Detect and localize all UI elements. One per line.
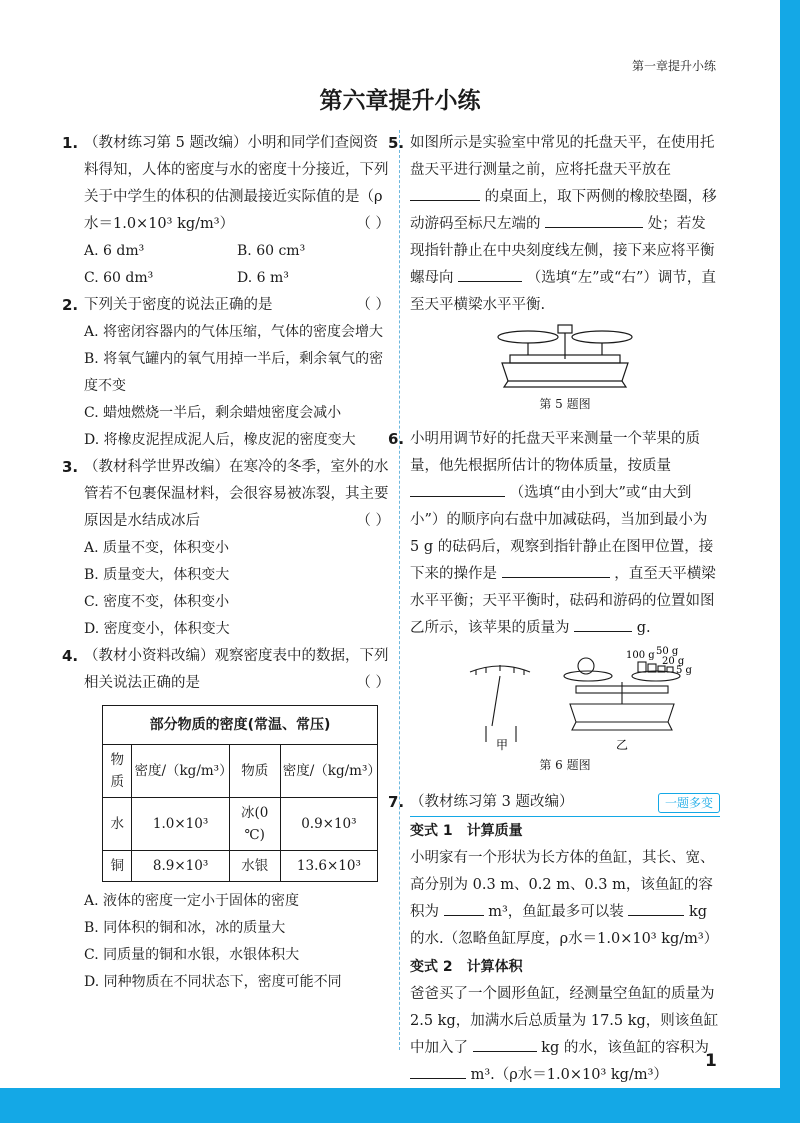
answer-blank[interactable] <box>574 616 632 632</box>
left-column <box>62 130 390 996</box>
figure-label-b: 乙 <box>616 738 629 752</box>
option-b[interactable]: B. 质量变大，体积变大 <box>84 567 230 583</box>
table-cell: 冰(0 ℃) <box>229 798 280 851</box>
table-header: 密度/（kg/m³） <box>280 745 377 798</box>
question-number: 3. <box>62 458 79 476</box>
table-header-row <box>103 745 378 798</box>
question-3 <box>62 454 390 643</box>
page-frame-right <box>780 0 800 1123</box>
column-divider <box>399 130 401 1050</box>
question-text: kg 的水.（忽略鱼缸厚度，ρ水＝1.0×10³ kg/m³） <box>410 904 719 947</box>
answer-paren: （ ） <box>356 675 390 691</box>
variant-1-body <box>410 845 720 953</box>
question-text: （教材科学世界改编）在寒冷的冬季，室外的水管若不包裹保温材料，会很容易被冻裂，其主要原因是水结成冰后 <box>84 459 389 529</box>
question-text: 爸爸买了一个圆形鱼缸，经测量空鱼缸的质量为 2.5 kg，加满水后总质量为 17.5 kg，则该鱼缸中加入了 <box>410 986 719 1056</box>
option-a[interactable]: A. 质量不变，体积变小 <box>84 540 230 556</box>
option-c[interactable]: C. 60 dm³ <box>84 270 154 286</box>
figure-caption: 第 6 题图 <box>539 758 591 772</box>
question-text: 的桌面上，取下两侧的橡胶垫圈，移动游码至标尺左端的 <box>410 189 717 232</box>
question-number: 2. <box>62 296 79 314</box>
question-text: g. <box>636 620 651 636</box>
option-row <box>84 265 390 292</box>
weight-label: 20 g <box>662 656 685 667</box>
option-a[interactable]: A. 6 dm³ <box>84 243 145 259</box>
question-4 <box>62 643 390 996</box>
question-7 <box>388 789 720 1089</box>
variant-badge: 一题多变 <box>658 793 720 813</box>
answer-blank[interactable] <box>502 562 610 578</box>
question-number: 7. <box>388 793 405 811</box>
variant-2-title: 变式 2 计算体积 <box>410 959 523 975</box>
question-source: （教材练习第 3 题改编） <box>410 794 574 810</box>
option-row <box>84 238 390 265</box>
option-d[interactable]: D. 将橡皮泥捏成泥人后，橡皮泥的密度变大 <box>84 432 356 448</box>
table-cell: 铜 <box>103 851 132 882</box>
variant-1-title: 变式 1 计算质量 <box>410 823 523 839</box>
question-text: 处；若发现指针静止在中央刻度线左侧，接下来应将平衡螺母向 <box>410 216 715 286</box>
question-number: 4. <box>62 647 79 665</box>
option-d[interactable]: D. 密度变小，体积变大 <box>84 621 230 637</box>
question-text: （选填“由小到大”或“由大到小”）的顺序向右盘中加减砝码，当加到最小为 5 g 的砝码后，观察到指针静止在图甲位置，接下来的操作是 <box>410 485 714 582</box>
option-c[interactable]: C. 密度不变，体积变小 <box>84 594 230 610</box>
option-c[interactable]: C. 同质量的铜和水银，水银体积大 <box>84 947 300 963</box>
question-text: 如图所示是实验室中常见的托盘天平，在使用托盘天平进行测量之前，应将托盘天平放在 <box>410 135 715 178</box>
question-text: m³.（ρ水＝1.0×10³ kg/m³） <box>470 1067 668 1083</box>
figure-5 <box>410 319 720 418</box>
option-d[interactable]: D. 同种物质在不同状态下，密度可能不同 <box>84 974 342 990</box>
page-title: 第六章提升小练 <box>319 88 481 114</box>
option-c[interactable]: C. 蜡烛燃烧一半后，剩余蜡烛密度会减小 <box>84 405 342 421</box>
question-text: 小明家有一个形状为长方体的鱼缸，其长、宽、高分别为 0.3 m、0.2 m、0.3 m，该鱼缸的容积为 <box>410 850 715 920</box>
question-text: （教材练习第 5 题改编）小明和同学们查阅资料得知，人体的密度与水的密度十分接近，下列关于中学生的体积的估测最接近实际值的是（ρ水＝1.0×10³ kg/m³） <box>84 135 389 232</box>
table-header: 物质 <box>103 745 132 798</box>
table-cell: 水 <box>103 798 132 851</box>
answer-blank[interactable] <box>444 900 484 916</box>
table-row <box>103 798 378 851</box>
question-text: 小明用调节好的托盘天平来测量一个苹果的质量，他先根据所估计的物体质量，按质量 <box>410 431 700 474</box>
question-text: m³，鱼缸最多可以装 <box>488 904 624 920</box>
question-text: （教材小资料改编）观察密度表中的数据，下列相关说法正确的是 <box>84 648 389 691</box>
table-row <box>103 851 378 882</box>
question-text: 下列关于密度的说法正确的是 <box>84 297 273 313</box>
answer-blank[interactable] <box>410 1063 466 1079</box>
question-number: 6. <box>388 430 405 448</box>
balance-pointer-and-weights-illustration <box>430 642 700 752</box>
option-a[interactable]: A. 将密闭容器内的气体压缩，气体的密度会增大 <box>84 324 384 340</box>
table-cell: 水银 <box>229 851 280 882</box>
answer-paren: （ ） <box>356 216 390 232</box>
table-cell: 8.9×10³ <box>132 851 229 882</box>
question-text: kg 的水，该鱼缸的容积为 <box>541 1040 709 1056</box>
figure-label-a: 甲 <box>496 738 509 752</box>
weight-label: 50 g <box>656 646 679 657</box>
option-d[interactable]: D. 6 m³ <box>237 270 289 286</box>
running-header: 第一章提升小练 <box>632 59 717 73</box>
question-5 <box>388 130 720 418</box>
option-a[interactable]: A. 液体的密度一定小于固体的密度 <box>84 893 300 909</box>
option-b[interactable]: B. 将氧气罐内的氧气用掉一半后，剩余氧气的密度不变 <box>84 351 384 394</box>
question-number: 1. <box>62 134 79 152</box>
answer-blank[interactable] <box>410 481 505 497</box>
question-2 <box>62 292 390 454</box>
question-6 <box>388 426 720 779</box>
table-caption: 部分物质的密度(常温、常压) <box>103 706 378 745</box>
answer-blank[interactable] <box>545 212 643 228</box>
weight-label: 5 g <box>676 665 692 676</box>
option-b[interactable]: B. 60 cm³ <box>237 243 306 259</box>
question-number: 5. <box>388 134 405 152</box>
question-7-header <box>388 789 720 817</box>
density-table <box>102 705 381 882</box>
right-column <box>388 130 720 1089</box>
answer-blank[interactable] <box>628 900 684 916</box>
question-1 <box>62 130 390 292</box>
weight-label: 100 g <box>626 650 655 661</box>
question-text: （选填“左”或“右”）调节，直至天平横梁水平平衡. <box>410 270 716 313</box>
option-b[interactable]: B. 同体积的铜和冰，冰的质量大 <box>84 920 286 936</box>
variant-2-body <box>410 981 720 1089</box>
question-text: ，直至天平横梁水平平衡；天平平衡时，砝码和游码的位置如图乙所示，该苹果的质量为 <box>410 566 716 636</box>
table-header: 物质 <box>229 745 280 798</box>
table-header: 密度/（kg/m³） <box>132 745 229 798</box>
page-frame-bottom <box>0 1088 800 1123</box>
answer-blank[interactable] <box>473 1036 537 1052</box>
page-number: 1 <box>705 1051 717 1071</box>
table-cell: 0.9×10³ <box>280 798 377 851</box>
figure-6 <box>410 642 720 779</box>
table-cell: 1.0×10³ <box>132 798 229 851</box>
balance-scale-illustration <box>490 319 640 391</box>
answer-paren: （ ） <box>356 513 390 529</box>
answer-paren: （ ） <box>356 297 390 313</box>
table-cell: 13.6×10³ <box>280 851 377 882</box>
figure-caption: 第 5 题图 <box>539 397 591 411</box>
answer-blank[interactable] <box>410 185 480 201</box>
answer-blank[interactable] <box>458 266 522 282</box>
